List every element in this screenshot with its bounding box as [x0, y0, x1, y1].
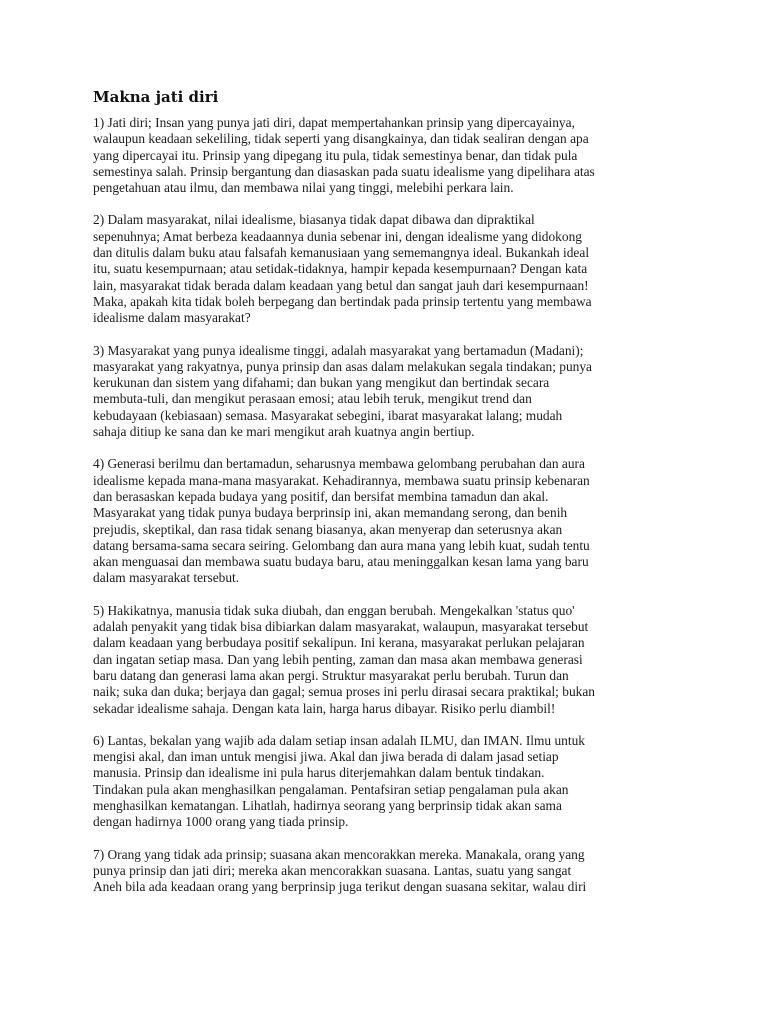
paragraph-line: menghasilkan kematangan. Lihatlah, hadirnya seorang yang berprinsip tidak akan sama	[93, 797, 562, 813]
paragraph-line: masyarakat yang rakyatnya, punya prinsip dan asas dalam melakukan segala tindakan; punya	[93, 358, 593, 374]
paragraph-line: sekadar idealisme sahaja. Dengan kata lain, harga harus dibayar. Risiko perlu diambil!	[93, 700, 556, 716]
paragraph-line: sahaja ditiup ke sana dan ke mari mengikut arah kuatnya angin bertiup.	[93, 424, 475, 440]
paragraph-2	[93, 212, 685, 326]
document-body	[93, 115, 685, 895]
paragraph-line: sepenuhnya; Amat berbeza keadaannya dunia sebenar ini, dengan idealisme yang didokong	[93, 228, 582, 244]
paragraph-line: 1) Jati diri; Insan yang punya jati diri, dapat mempertahankan prinsip yang dipercayainya,	[93, 115, 575, 130]
paragraph-line: dan ditulis dalam buku atau falsafah kemanusiaan yang sememangnya ideal. Bukankah ideal	[93, 245, 590, 261]
paragraph-line: lain, masyarakat tidak berada dalam keadaan yang betul dan sangat jauh dari kesempurnaan!	[93, 277, 589, 293]
paragraph-line: punya prinsip dan jati diri; mereka akan mencorakkan suasana. Lantas, suatu yang sangat	[93, 862, 572, 878]
paragraph-line: datang bersama-sama secara seiring. Gelombang dan aura mana yang lebih kuat, sudah tentu	[93, 537, 590, 553]
paragraph-line: dan berasaskan kepada budaya yang positif, dan bersifat membina tamadun dan akal.	[93, 488, 549, 504]
paragraph-line: mengisi akal, dan iman untuk mengisi jiwa. Akal dan jiwa berada di dalam jasad setiap	[93, 749, 559, 765]
paragraph-line: Tindakan pula akan menghasilkan pengalaman. Pentafsiran setiap pengalaman pula akan	[93, 781, 569, 797]
paragraph-5	[93, 603, 685, 717]
paragraph-line: 7) Orang yang tidak ada prinsip; suasana akan mencorakkan mereka. Manakala, orang yang	[93, 846, 585, 862]
paragraph-line: dengan hadirnya 1000 orang yang tiada prinsip.	[93, 814, 349, 830]
paragraph-1	[93, 115, 685, 196]
paragraph-line: Maka, apakah kita tidak boleh berpegang dan bertindak pada prinsip tertentu yang membawa	[93, 293, 592, 309]
paragraph-line: adalah penyakit yang tidak bisa dibiarkan dalam masyarakat, walaupun, masyarakat tersebut	[93, 619, 589, 635]
paragraph-line: dan ingatan setiap masa. Dan yang lebih penting, zaman dan masa akan membawa generasi	[93, 651, 583, 667]
document-title: Makna jati diri	[93, 88, 219, 106]
paragraph-line: naik; suka dan duka; berjaya dan gagal; semua proses ini perlu dirasai secara praktikal; bukan	[93, 684, 595, 700]
paragraph-line: 5) Hakikatnya, manusia tidak suka diubah, dan enggan berubah. Mengekalkan 'status quo'	[93, 602, 575, 618]
paragraph-line: Masyarakat yang tidak punya budaya berprinsip ini, akan memandang serong, dan benih	[93, 505, 568, 521]
paragraph-line: membuta-tuli, dan mengikut perasaan emosi; atau lebih teruk, mengikut trend dan	[93, 391, 532, 407]
paragraph-line: dalam keadaan yang berbudaya positif sekalipun. Ini kerana, masyarakat perlukan pelajaran	[93, 635, 585, 651]
paragraph-line: yang dipercayai itu. Prinsip yang dipegang itu pula, tidak semestinya benar, dan tidak pula	[93, 147, 578, 163]
paragraph-line: itu, suatu kesempurnaan; atau setidak-tidaknya, hampir kepada kesempurnaan? Dengan kata	[93, 261, 588, 277]
paragraph-3	[93, 343, 685, 441]
paragraph-line: walaupun keadaan sekeliling, tidak seperti yang disangkainya, dan tidak sealiran dengan apa	[93, 131, 589, 147]
paragraph-6	[93, 733, 685, 831]
paragraph-line: akan menguasai dan membawa suatu budaya baru, atau meninggalkan kesan lama yang baru	[93, 554, 589, 570]
paragraph-line: 3) Masyarakat yang punya idealisme tinggi, adalah masyarakat yang bertamadun (Madani);	[93, 342, 584, 358]
paragraph-line: idealisme dalam masyarakat?	[93, 310, 251, 326]
paragraph-line: dalam masyarakat tersebut.	[93, 570, 240, 586]
paragraph-line: 2) Dalam masyarakat, nilai idealisme, biasanya tidak dapat dibawa dan dipraktikal	[93, 212, 535, 228]
paragraph-line: semestinya salah. Prinsip bergantung dan diasaskan pada suatu idealisme yang dipelihara atas	[93, 163, 595, 179]
paragraph-line: Aneh bila ada keadaan orang yang berprinsip juga terikut dengan suasana sekitar, walau diri	[93, 879, 587, 895]
paragraph-7	[93, 847, 685, 896]
paragraph-line: idealisme kepada mana-mana masyarakat. Kehadirannya, membawa suatu prinsip kebenaran	[93, 472, 590, 488]
paragraph-line: 4) Generasi berilmu dan bertamadun, seharusnya membawa gelombang perubahan dan aura	[93, 456, 585, 472]
paragraph-line: 6) Lantas, bekalan yang wajib ada dalam setiap insan adalah ILMU, dan IMAN. Ilmu untuk	[93, 732, 585, 748]
paragraph-4	[93, 456, 685, 586]
paragraph-line: baru datang dan generasi lama akan pergi. Struktur masyarakat perlu berubah. Turun dan	[93, 667, 569, 683]
paragraph-line: kerukunan dan sistem yang difahami; dan bukan yang mengikut dan bertindak secara	[93, 375, 550, 391]
paragraph-line: pengetahuan atau ilmu, dan membawa nilai yang tinggi, melebihi perkara lain.	[93, 180, 514, 196]
paragraph-line: kebudayaan (kebiasaan) semasa. Masyarakat sebegini, ibarat masyarakat lalang; mudah	[93, 407, 563, 423]
paragraph-line: prejudis, skeptikal, dan rasa tidak senang biasanya, akan menyerap dan seterusnya akan	[93, 521, 563, 537]
paragraph-line: manusia. Prinsip dan idealisme ini pula harus diterjemahkan dalam bentuk tindakan.	[93, 765, 545, 781]
document-page	[93, 87, 685, 911]
